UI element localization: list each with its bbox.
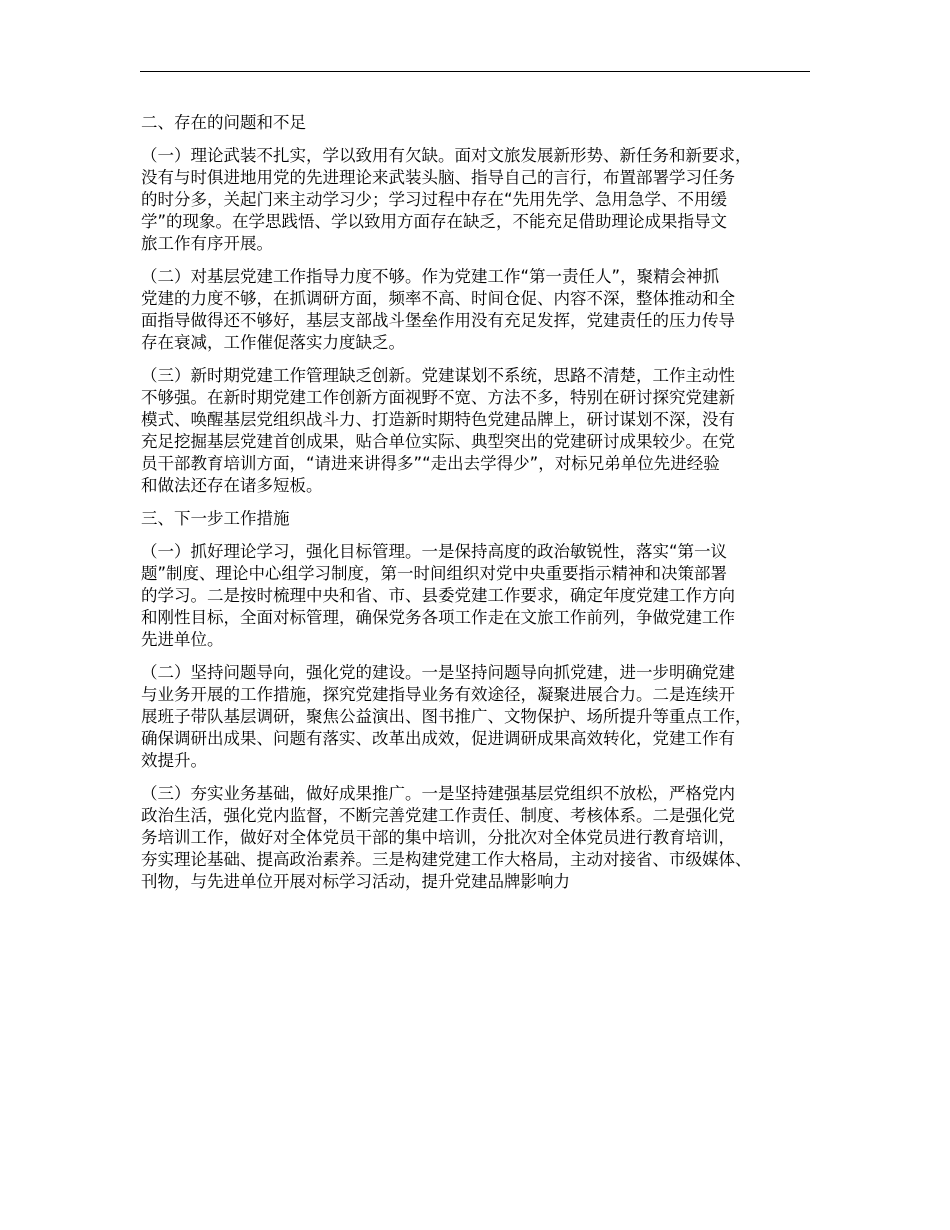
paragraph-line: 存在衰减，工作催促落实力度缺乏。	[141, 333, 405, 352]
section-heading: 二、存在的问题和不足	[141, 113, 306, 132]
paragraph-line: （一）抓好理论学习，强化目标管理。一是保持高度的政治敏锐性，落实“第一议	[141, 542, 728, 561]
document-body	[141, 112, 829, 904]
paragraph-line: 和刚性目标，全面对标管理，确保党务各项工作走在文旅工作前列，争做党建工作	[141, 608, 735, 627]
paragraph-line: 旅工作有序开展。	[141, 234, 273, 253]
paragraph-line: 没有与时俱进地用党的先进理论来武装头脑、指导自己的言行，布置部署学习任务	[141, 168, 735, 187]
paragraph-line: 政治生活，强化党内监督，不断完善党建工作责任、制度、考核体系。二是强化党	[141, 806, 735, 825]
paragraph-line: 与业务开展的工作措施，探究党建指导业务有效途径，凝聚进展合力。二是连续开	[141, 685, 735, 704]
paragraph-line: （一）理论武装不扎实，学以致用有欠缺。面对文旅发展新形势、新任务和新要求，	[141, 146, 752, 165]
paragraph-line: 充足挖掘基层党建首创成果，贴合单位实际、典型突出的党建研讨成果较少。在党	[141, 432, 735, 451]
section-heading: 三、下一步工作措施	[141, 509, 290, 528]
paragraph-line: （三）新时期党建工作管理缺乏创新。党建谋划不系统，思路不清楚，工作主动性	[141, 366, 735, 385]
paragraph-line: 题”制度、理论中心组学习制度，第一时间组织对党中央重要指示精神和决策部署	[141, 564, 728, 583]
paragraph-line: （二）坚持问题导向，强化党的建设。一是坚持问题导向抓党建，进一步明确党建	[141, 663, 735, 682]
paragraph-line: 模式、唤醒基层党组织战斗力、打造新时期特色党建品牌上，研讨谋划不深，没有	[141, 410, 735, 429]
paragraph-line: 效提升。	[141, 751, 207, 770]
paragraph	[141, 541, 829, 651]
paragraph-line: 和做法还存在诸多短板。	[141, 476, 323, 495]
paragraph	[141, 662, 829, 772]
paragraph-line: （二）对基层党建工作指导力度不够。作为党建工作“第一责任人”，聚精会神抓	[141, 267, 720, 286]
paragraph-line: 先进单位。	[141, 630, 224, 649]
paragraph-line: 党建的力度不够，在抓调研方面，频率不高、时间仓促、内容不深，整体推动和全	[141, 289, 735, 308]
paragraph-line: 夯实理论基础、提高政治素养。三是构建党建工作大格局，主动对接省、市级媒体、	[141, 850, 752, 869]
paragraph-line: 刊物，与先进单位开展对标学习活动，提升党建品牌影响力	[141, 872, 570, 891]
paragraph-line: 面指导做得还不够好，基层支部战斗堡垒作用没有充足发挥，党建责任的压力传导	[141, 311, 735, 330]
paragraph-line: 的学习。二是按时梳理中央和省、市、县委党建工作要求，确定年度党建工作方向	[141, 586, 735, 605]
paragraph-line: （三）夯实业务基础，做好成果推广。一是坚持建强基层党组织不放松，严格党内	[141, 784, 735, 803]
paragraph-line: 展班子带队基层调研，聚焦公益演出、图书推广、文物保护、场所提升等重点工作，	[141, 707, 752, 726]
paragraph	[141, 783, 829, 893]
paragraph	[141, 365, 829, 497]
paragraph	[141, 145, 829, 255]
paragraph-line: 务培训工作，做好对全体党员干部的集中培训，分批次对全体党员进行教育培训，	[141, 828, 735, 847]
paragraph-line: 确保调研出成果、问题有落实、改革出成效，促进调研成果高效转化，党建工作有	[141, 729, 735, 748]
header-rule	[140, 71, 810, 72]
paragraph-line: 学”的现象。在学思践悟、学以致用方面存在缺乏，不能充足借助理论成果指导文	[141, 212, 728, 231]
paragraph-line: 员干部教育培训方面，“请进来讲得多”“走出去学得少”，对标兄弟单位先进经验	[141, 454, 720, 473]
paragraph-line: 的时分多，关起门来主动学习少；学习过程中存在“先用先学、急用急学、不用缓	[141, 190, 728, 209]
paragraph-line: 不够强。在新时期党建工作创新方面视野不宽、方法不多，特别在研讨探究党建新	[141, 388, 735, 407]
paragraph	[141, 266, 829, 354]
